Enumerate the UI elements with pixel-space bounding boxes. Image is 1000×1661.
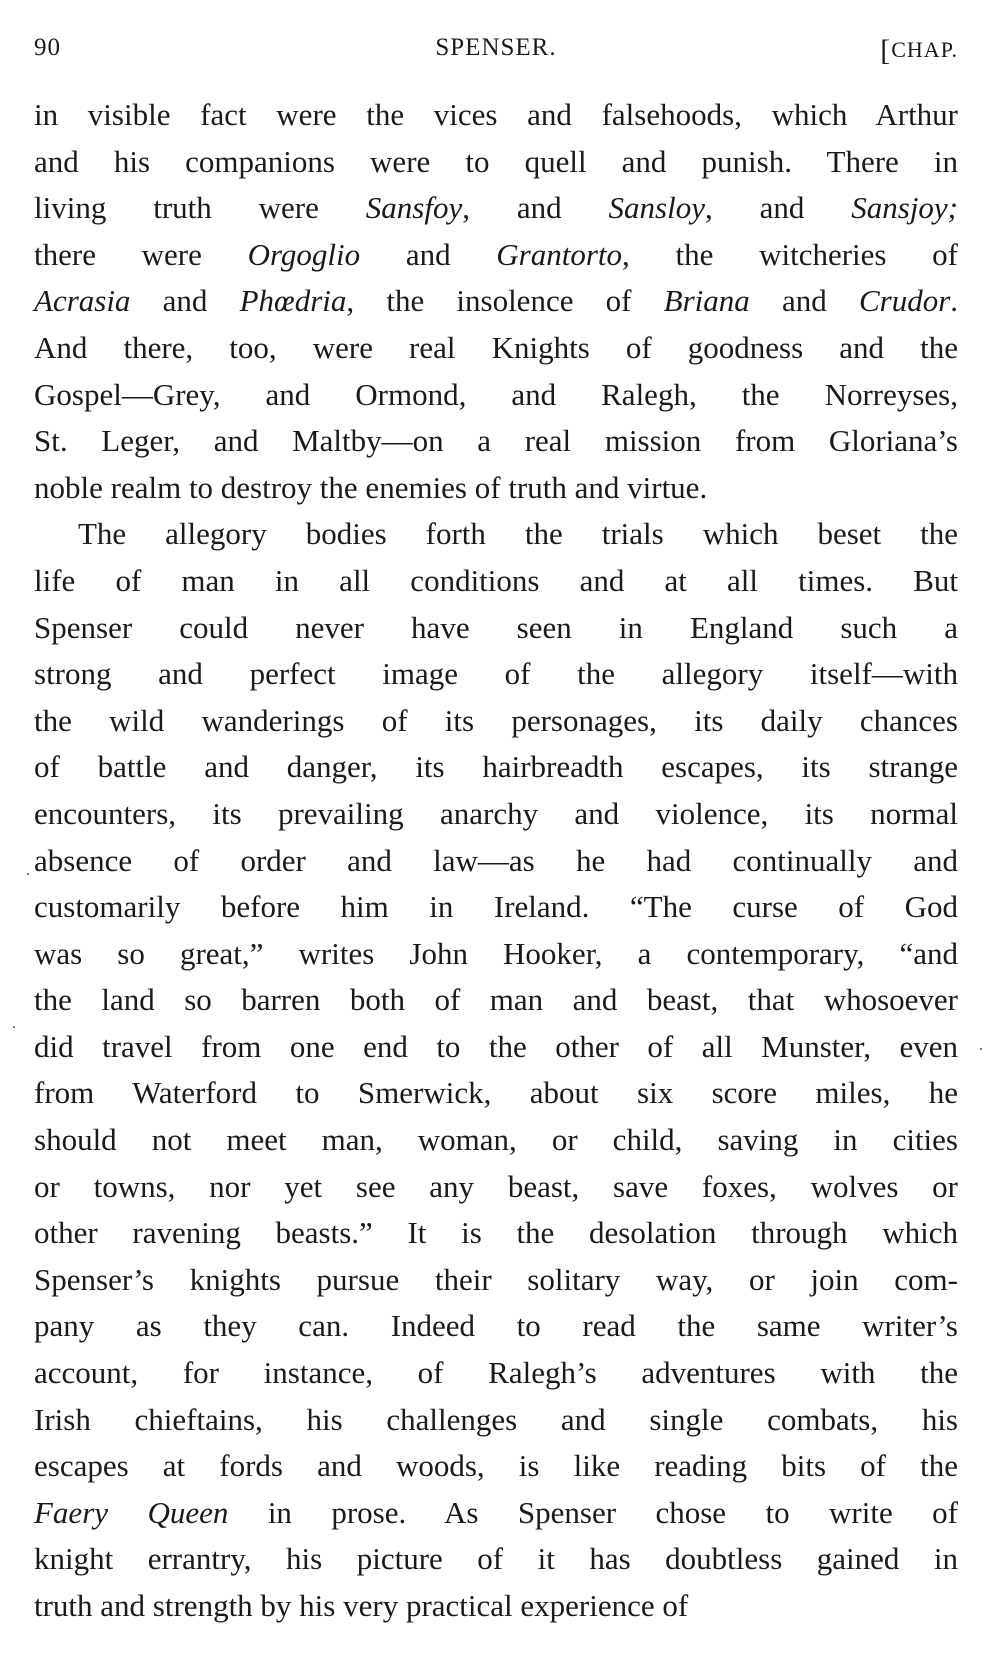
text-line: did travel from one end to the other of all Munster, even bbox=[34, 1028, 958, 1064]
text-line: customarily before him in Ireland. “The curse of God bbox=[34, 889, 958, 925]
body-text bbox=[34, 92, 958, 1630]
paragraph-2 bbox=[34, 511, 958, 1629]
text-line: of battle and danger, its hairbreadth escapes, its strange bbox=[34, 749, 958, 785]
text-line: the land so barren both of man and beast, that whosoever bbox=[34, 982, 958, 1018]
text-line: living truth were Sansfoy, and Sansloy, and Sansjoy; bbox=[34, 190, 959, 226]
text-line: Spenser could never have seen in England such a bbox=[34, 609, 958, 645]
paragraph-1 bbox=[34, 92, 958, 511]
text-line: in visible fact were the vices and falsehoods, which Arthur bbox=[34, 97, 958, 132]
text-line: St. Leger, and Maltby—on a real mission from Gloriana’s bbox=[34, 423, 958, 459]
text-line: absence of order and law—as he had continually and bbox=[34, 842, 958, 878]
text-line: noble realm to destroy the enemies of truth and virtue. bbox=[34, 469, 708, 505]
stray-mark bbox=[13, 1026, 15, 1028]
text-line: there were Orgoglio and Grantorto, the witcheries of bbox=[34, 236, 958, 272]
text-line: the wild wanderings of its personages, its daily chances bbox=[34, 702, 958, 738]
text-line: other ravening beasts.” It is the desolation through which bbox=[34, 1215, 958, 1251]
text-line: strong and perfect image of the allegory itself—with bbox=[34, 656, 958, 692]
text-line: life of man in all conditions and at all times. But bbox=[34, 562, 958, 598]
text-line: Acrasia and Phœdria, the insolence of Briana and Crudor. bbox=[34, 283, 959, 319]
page-number: 90 bbox=[34, 34, 61, 61]
text-line: account, for instance, of Ralegh’s adventures with the bbox=[34, 1355, 958, 1391]
chapter-bracket: [ bbox=[880, 34, 892, 67]
text-line: or towns, nor yet see any beast, save foxes, wolves or bbox=[34, 1168, 958, 1204]
text-line: Irish chieftains, his challenges and single combats, his bbox=[34, 1401, 958, 1437]
text-line: should not meet man, woman, or child, saving in cities bbox=[34, 1122, 958, 1158]
text-line: The allegory bodies forth the trials which beset the bbox=[78, 516, 958, 552]
text-line: escapes at fords and woods, is like reading bits of the bbox=[34, 1448, 958, 1484]
text-line: truth and strength by his very practical experience of bbox=[34, 1588, 689, 1623]
text-line: was so great,” writes John Hooker, a contemporary, “and bbox=[34, 935, 958, 971]
text-line: And there, too, were real Knights of goodness and the bbox=[34, 329, 958, 365]
stray-mark bbox=[27, 873, 29, 875]
stray-mark bbox=[980, 1048, 982, 1050]
text-line: knight errantry, his picture of it has doubtless gained in bbox=[34, 1541, 958, 1577]
text-line: from Waterford to Smerwick, about six score miles, he bbox=[34, 1075, 958, 1111]
text-line: encounters, its prevailing anarchy and violence, its normal bbox=[34, 795, 958, 831]
text-line: Spenser’s knights pursue their solitary way, or join com- bbox=[34, 1261, 958, 1297]
chapter-mark bbox=[880, 34, 958, 68]
text-line: and his companions were to quell and punish. There in bbox=[34, 143, 958, 179]
chapter-label: CHAP. bbox=[891, 37, 958, 62]
text-line: pany as they can. Indeed to read the same writer’s bbox=[34, 1308, 958, 1344]
running-title: SPENSER. bbox=[435, 34, 557, 61]
text-line: Faery Queen in prose. As Spenser chose to write of bbox=[34, 1494, 958, 1530]
text-line: Gospel—Grey, and Ormond, and Ralegh, the Norreyses, bbox=[34, 376, 958, 412]
page-header bbox=[34, 34, 958, 74]
